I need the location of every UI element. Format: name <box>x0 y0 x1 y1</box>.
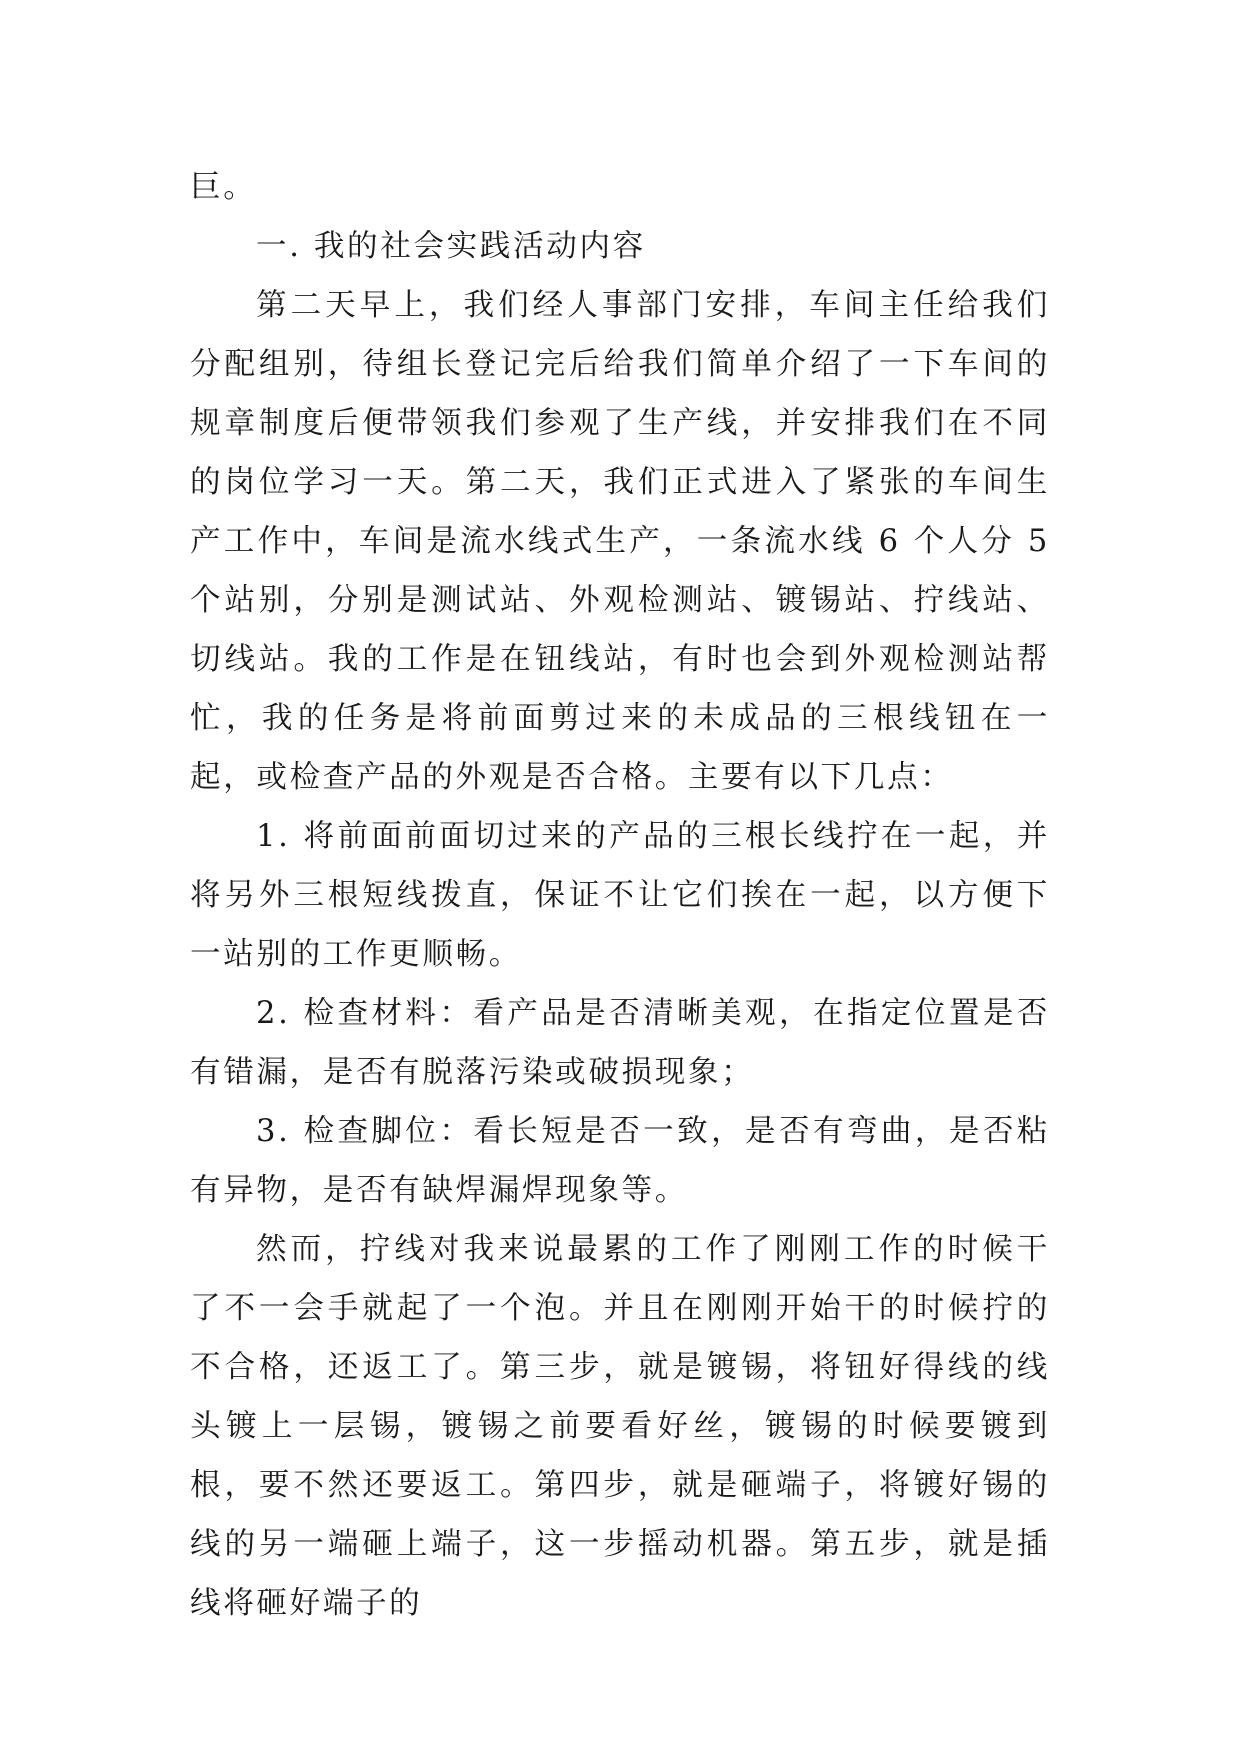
document-body <box>190 158 1050 1633</box>
paragraph-work-steps: 然而，拧线对我来说最累的工作了刚刚工作的时候干了不一会手就起了一个泡。并且在刚刚开始干的时候拧的不合格，还返工了。第三步，就是镀锡，将钮好得线的线头镀上一层锡，镀锡之前要看好丝，镀锡的时候要镀到根，要不然还要返工。第四步，就是砸端子，将镀好锡的线的另一端砸上端子，这一步摇动机器。第五步，就是插线将砸好端子的 <box>190 1232 1050 1621</box>
list-item-1: 1. 将前面前面切过来的产品的三根长线拧在一起，并将另外三根短线拨直，保证不让它们挨在一起，以方便下一站别的工作更顺畅。 <box>190 819 1050 972</box>
paragraph-practice-intro: 第二天早上，我们经人事部门安排，车间主任给我们分配组别，待组长登记完后给我们简单介绍了一下车间的规章制度后便带领我们参观了生产线，并安排我们在不同的岗位学习一天。第二天，我们正式进入了紧张的车间生产工作中，车间是流水线式生产，一条流水线 6 个人分 5 个站别，分别是测试站、外观检测站、镀锡站、拧线站、切线站。我的工作是在钮线站，有时也会到外观检测站帮忙，我的任务是将前面剪过来的未成品的三根线钮在一起，或检查产品的外观是否合格。主要有以下几点： <box>190 288 1050 795</box>
list-item-3: 3. 检查脚位：看长短是否一致，是否有弯曲，是否粘有异物，是否有缺焊漏焊现象等。 <box>190 1114 1050 1208</box>
section-heading: 一. 我的社会实践活动内容 <box>256 229 646 264</box>
list-item-2: 2. 检查材料：看产品是否清晰美观，在指定位置是否有错漏，是否有脱落污染或破损现象； <box>190 996 1050 1090</box>
paragraph-continuation: 巨。 <box>190 170 257 205</box>
